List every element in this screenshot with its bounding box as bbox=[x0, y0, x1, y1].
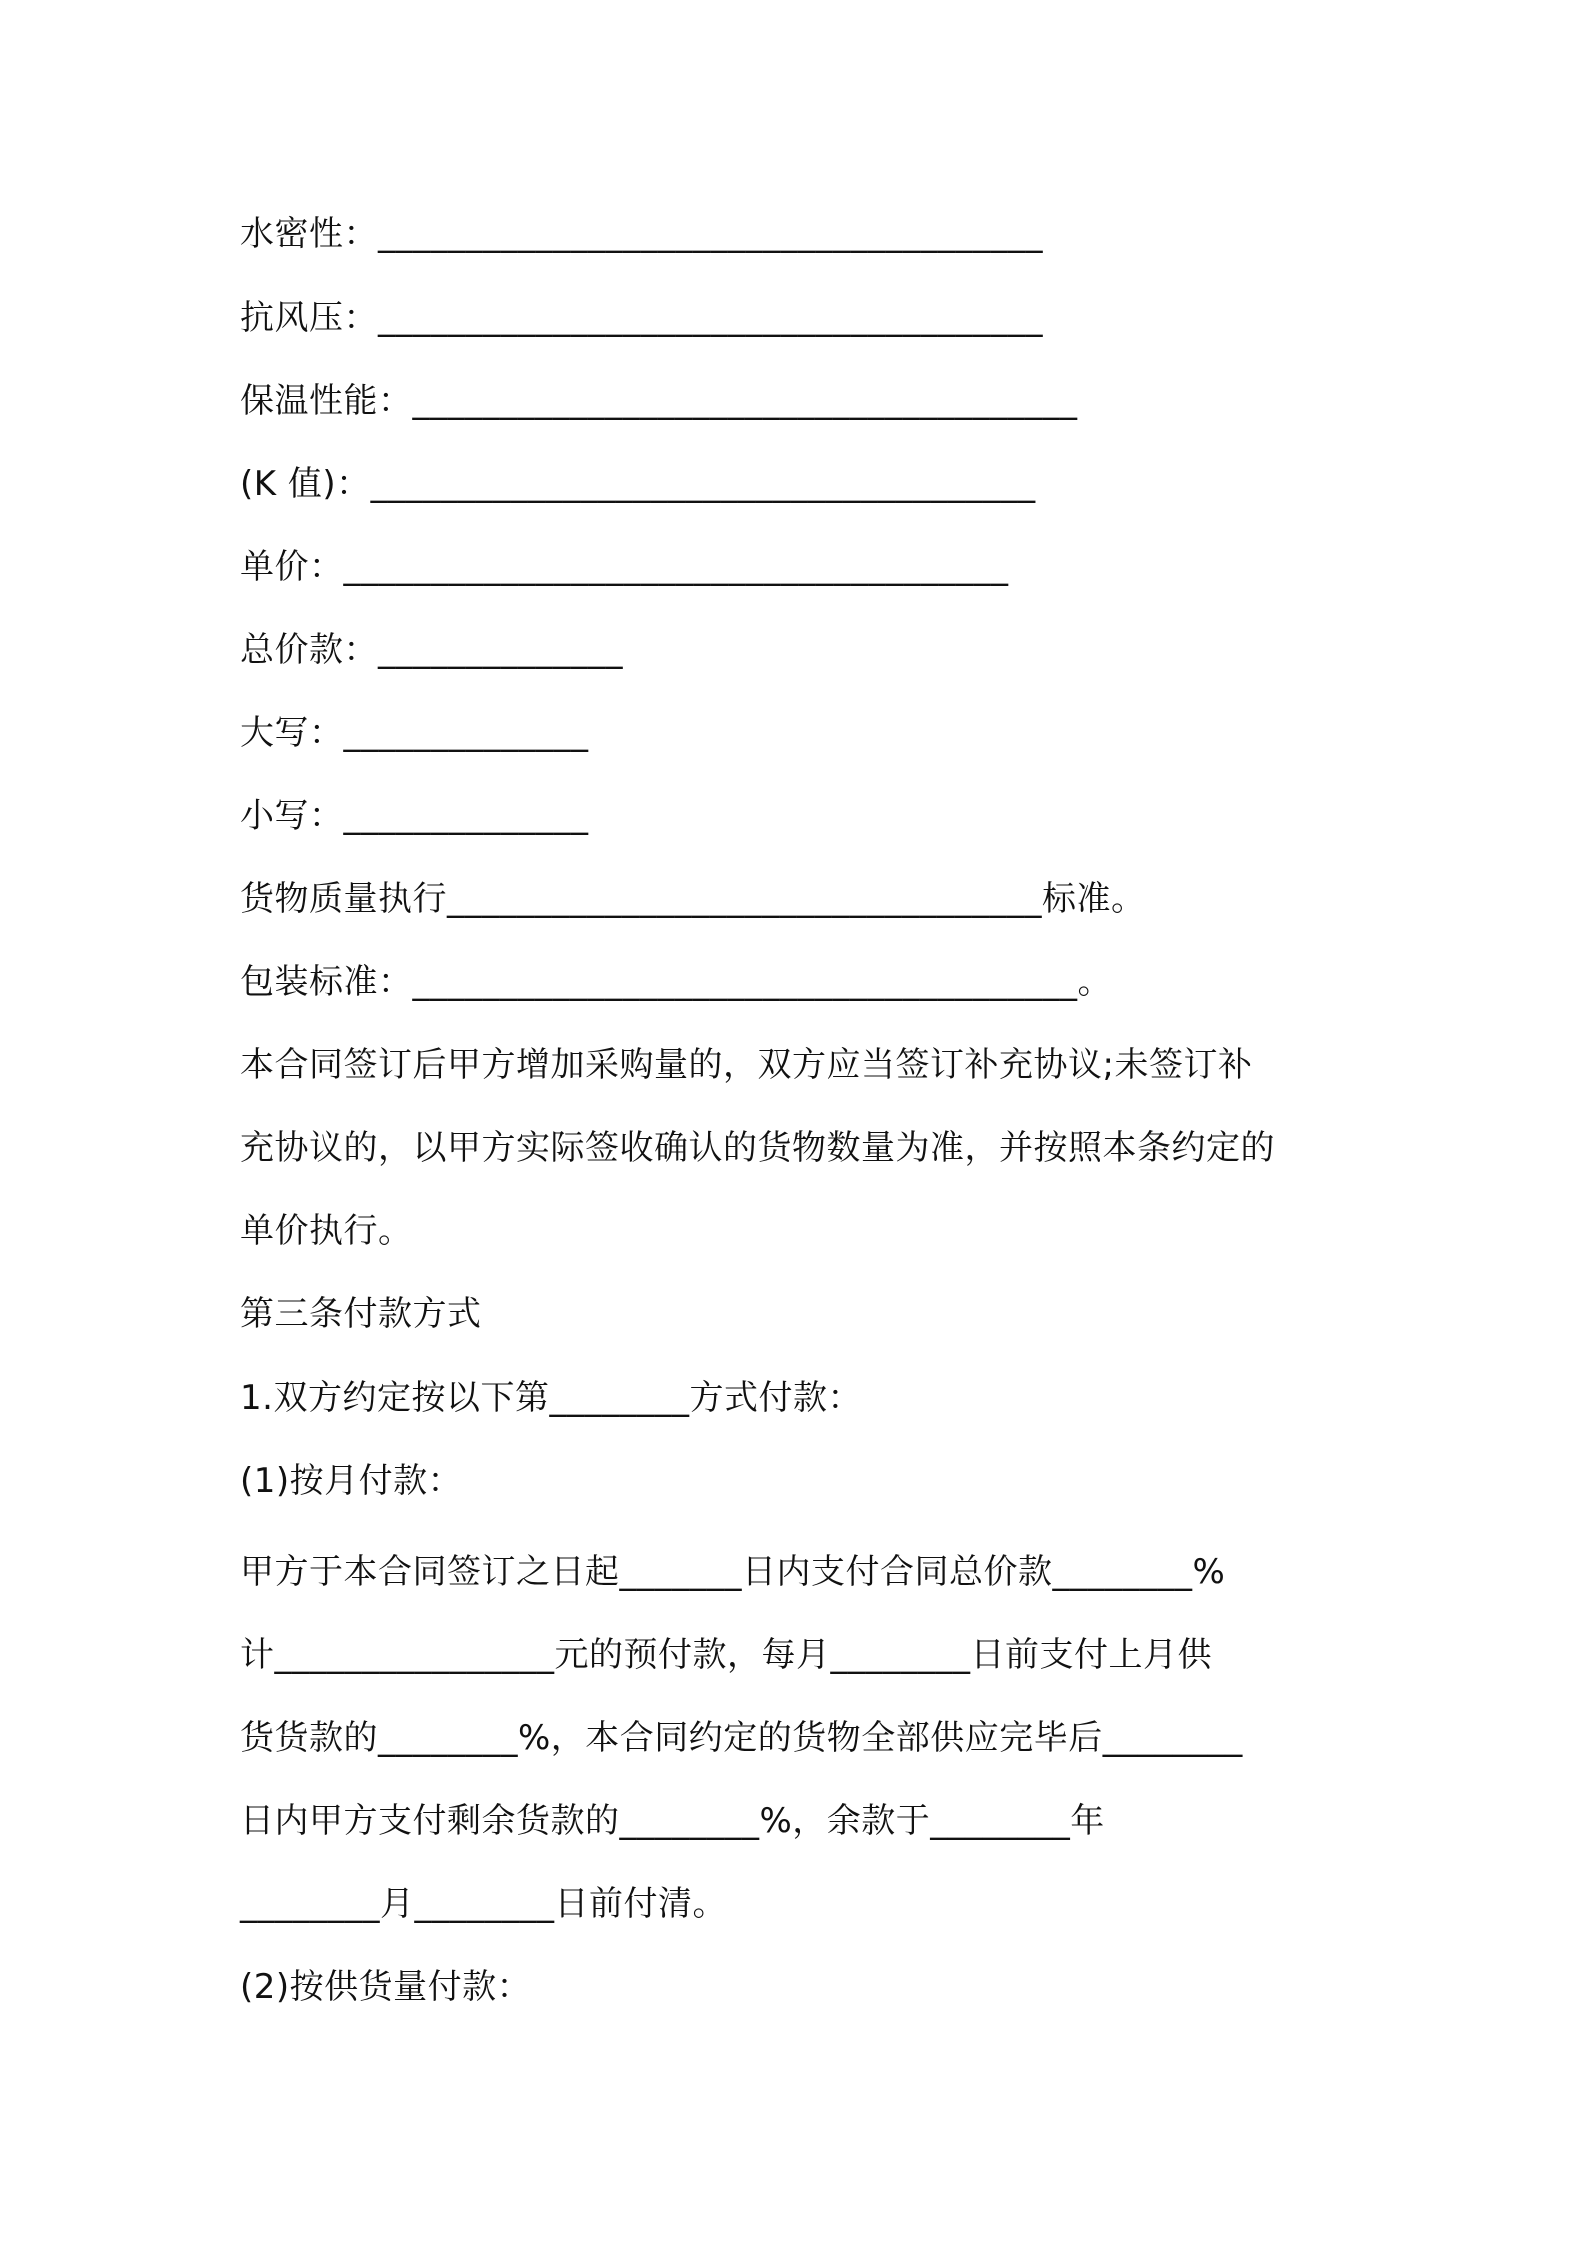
paragraph-line: ________月________日前付清。 bbox=[240, 1884, 727, 1924]
k-value-field: (K 值)：______________________________________ bbox=[240, 464, 1036, 504]
paragraph-line: 货货款的________%，本合同约定的货物全部供应完毕后________ bbox=[240, 1718, 1243, 1758]
unit-price-field: 单价：______________________________________ bbox=[240, 547, 1009, 587]
total-price-field: 总价款：______________ bbox=[240, 630, 623, 670]
paragraph-line: 充协议的，以甲方实际签收确认的货物数量为准，并按照本条约定的 bbox=[240, 1128, 1275, 1168]
quality-standard-field: 货物质量执行__________________________________标准。 bbox=[240, 879, 1146, 919]
paragraph-line: 日内甲方支付剩余货款的________%，余款于________年 bbox=[240, 1801, 1105, 1841]
section-heading: 第三条付款方式 bbox=[240, 1294, 482, 1334]
amount-in-figures-field: 小写：______________ bbox=[240, 796, 589, 836]
paragraph-line: 单价执行。 bbox=[240, 1211, 413, 1251]
paragraph-line: 甲方于本合同签订之日起_______日内支付合同总价款________% bbox=[240, 1552, 1226, 1592]
amount-in-words-field: 大写：______________ bbox=[240, 713, 589, 753]
monthly-payment-heading: (1)按月付款： bbox=[240, 1461, 463, 1501]
insulation-performance-field: 保温性能：______________________________________ bbox=[240, 381, 1078, 421]
supply-payment-heading: (2)按供货量付款： bbox=[240, 1967, 532, 2007]
paragraph-line: 计________________元的预付款，每月________日前支付上月供 bbox=[240, 1635, 1212, 1675]
payment-method-line: 1.双方约定按以下第________方式付款： bbox=[240, 1378, 862, 1418]
paragraph-line: 本合同签订后甲方增加采购量的，双方应当签订补充协议;未签订补 bbox=[240, 1045, 1253, 1085]
packaging-standard-field: 包装标准：______________________________________。 bbox=[240, 962, 1112, 1002]
wind-pressure-field: 抗风压：______________________________________ bbox=[240, 298, 1043, 338]
water-tightness-field: 水密性：______________________________________ bbox=[240, 214, 1043, 254]
